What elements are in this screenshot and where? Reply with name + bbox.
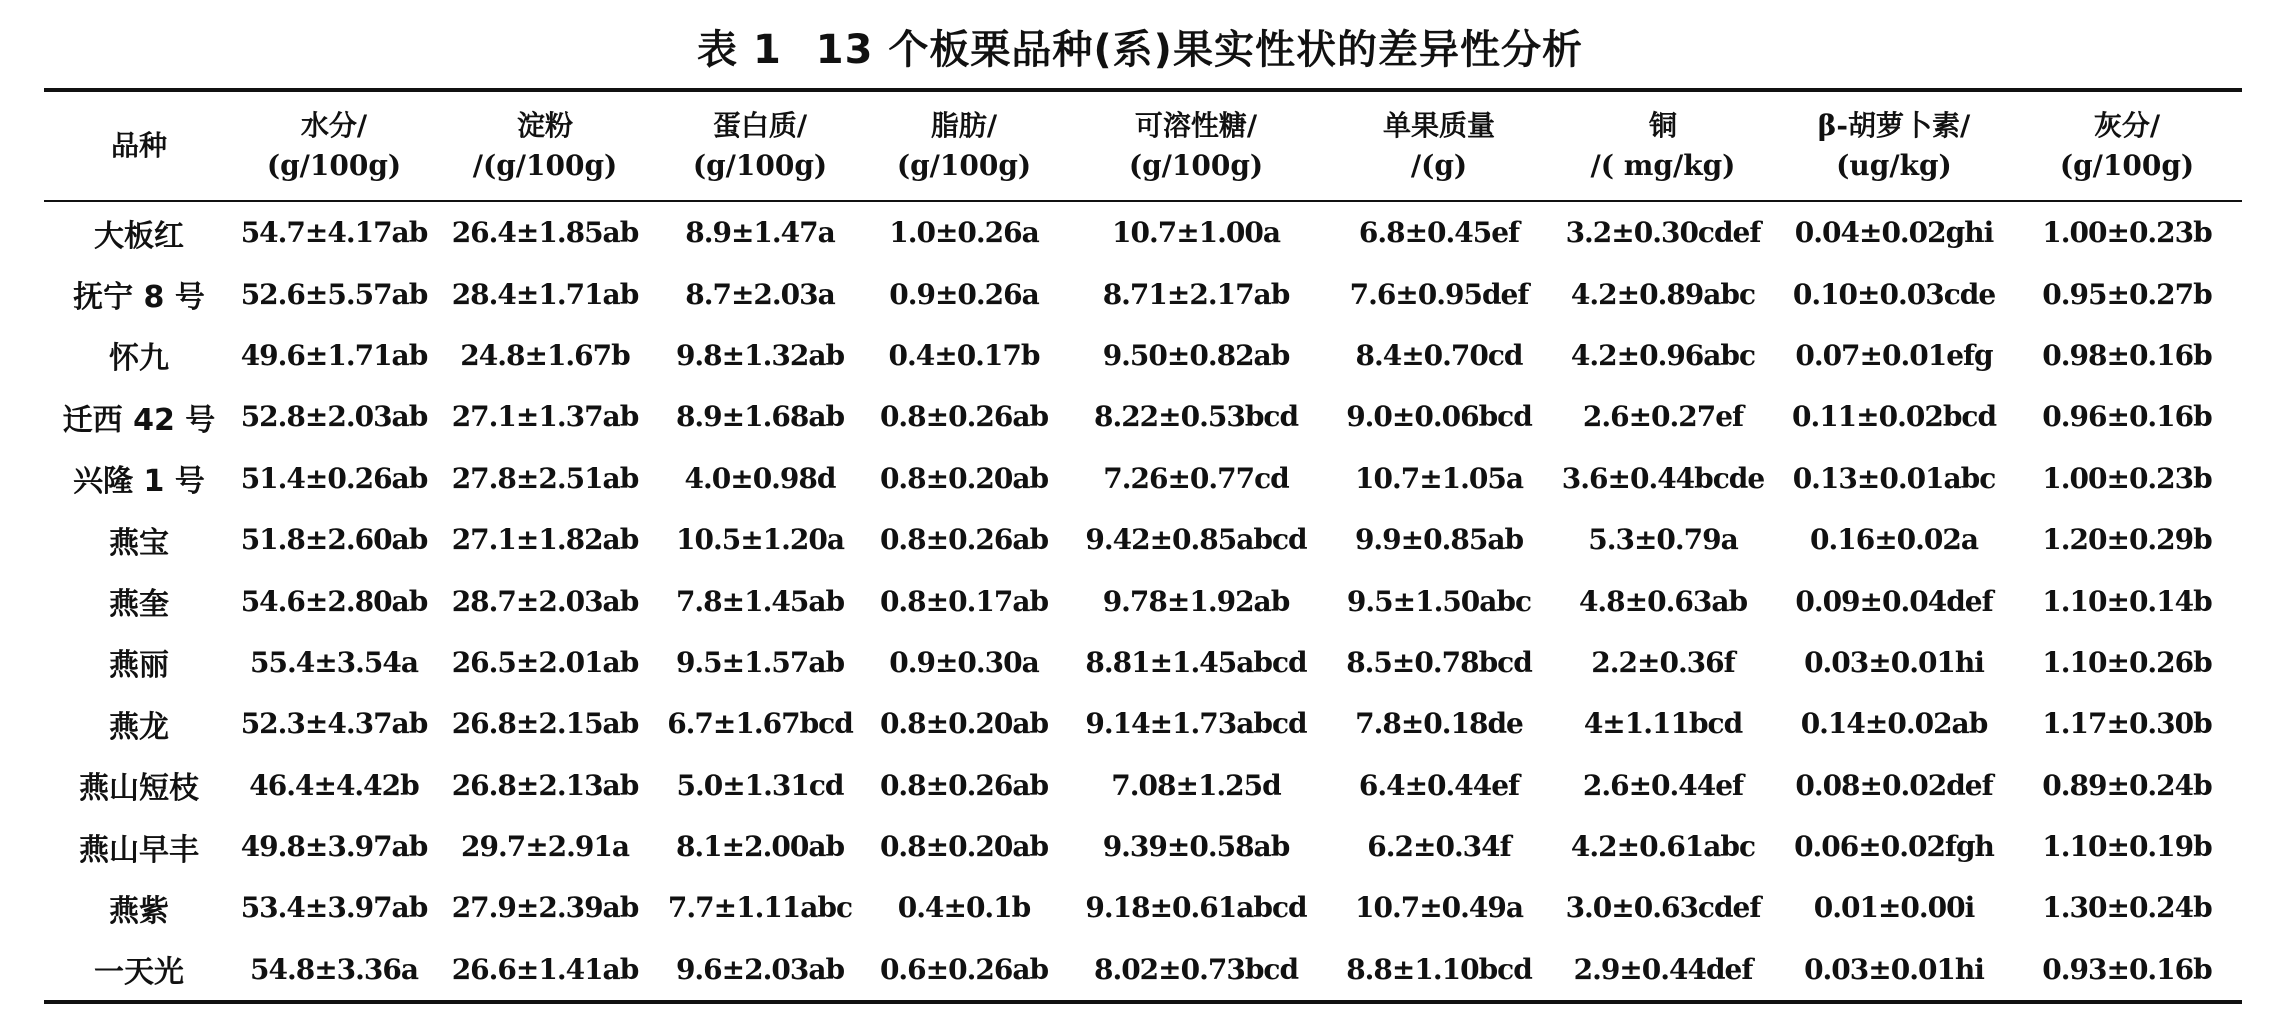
value-cell: 0.9±0.30a [889, 645, 1039, 679]
column-header [864, 90, 1064, 201]
table-row [44, 386, 2242, 447]
value-cell: 3.6±0.44bcde [1561, 461, 1765, 495]
column-header [2012, 90, 2242, 201]
column-header-unit: (g/100g) [1128, 149, 1264, 182]
value-cell: 8.9±1.47a [685, 216, 835, 250]
value-cell: 53.4±3.97ab [240, 891, 428, 925]
value-cell: 8.1±2.00ab [675, 830, 845, 864]
column-header-line1: 铜 [1648, 109, 1677, 142]
value-cell: 2.6±0.27ef [1582, 400, 1744, 434]
value-cell: 8.81±1.45abcd [1085, 645, 1307, 679]
value-cell: 27.1±1.37ab [451, 400, 639, 434]
column-header-unit: /(g) [1410, 149, 1468, 182]
variety-cell: 燕山早丰 [79, 832, 199, 868]
value-cell: 9.42±0.85abcd [1085, 523, 1307, 557]
column-header [434, 90, 656, 201]
value-cell: 0.13±0.01abc [1792, 461, 1996, 495]
value-cell: 4±1.11bcd [1583, 707, 1743, 741]
table-row [44, 816, 2242, 877]
value-cell: 1.00±0.23b [2042, 461, 2212, 495]
value-cell: 8.4±0.70cd [1355, 338, 1523, 372]
column-header-line1: 可溶性糖/ [1134, 109, 1258, 142]
table-header [44, 90, 2242, 201]
value-cell: 8.02±0.73bcd [1064, 939, 1328, 1002]
value-cell: 0.10±0.03cde [1792, 277, 1996, 311]
value-cell: 52.6±5.57ab [240, 277, 428, 311]
value-cell: 9.14±1.73abcd [1085, 707, 1307, 741]
value-cell: 26.4±1.85ab [451, 216, 639, 250]
table-caption [0, 8, 2280, 92]
table-row [44, 570, 2242, 631]
value-cell: 2.6±0.44ef [1582, 768, 1744, 802]
column-header-variety [44, 90, 234, 201]
variety-cell: 抚宁 8 号 [73, 280, 205, 316]
value-cell: 0.8±0.20ab [879, 707, 1049, 741]
value-cell: 1.10±0.19b [2042, 830, 2212, 864]
table-row [44, 939, 2242, 1002]
column-header-unit: (g/100g) [2059, 149, 2195, 182]
value-cell: 7.7±1.11abc [667, 891, 853, 925]
value-cell: 3.2±0.30cdef [1565, 216, 1761, 250]
column-header-line1: 单果质量 [1382, 109, 1495, 142]
value-cell: 0.8±0.20ab [879, 830, 1049, 864]
value-cell: 46.4±4.42b [249, 768, 419, 802]
column-header-line1: 蛋白质/ [712, 109, 808, 142]
column-header-line1: 灰分/ [2093, 109, 2161, 142]
value-cell: 0.11±0.02bcd [1791, 400, 1997, 434]
value-cell: 8.22±0.53bcd [1093, 400, 1299, 434]
value-cell: 8.7±2.03a [685, 277, 835, 311]
value-cell: 0.01±0.00i [1813, 891, 1975, 925]
value-cell: 9.6±2.03ab [656, 939, 864, 1002]
value-cell: 6.8±0.45ef [1358, 216, 1520, 250]
value-cell: 0.9±0.26a [889, 277, 1039, 311]
value-cell: 7.8±0.18de [1355, 707, 1523, 741]
value-cell: 1.20±0.29b [2042, 523, 2212, 557]
column-header-line1: 品种 [110, 129, 167, 162]
value-cell: 0.16±0.02a [1810, 523, 1978, 557]
table-row [44, 632, 2242, 693]
column-header-line1: 淀粉 [516, 109, 573, 142]
data-table [44, 88, 2242, 1004]
value-cell: 27.9±2.39ab [451, 891, 639, 925]
value-cell: 0.4±0.1b [897, 891, 1031, 925]
column-header-unit: (g/100g) [692, 149, 828, 182]
value-cell: 5.0±1.31cd [676, 768, 844, 802]
value-cell: 52.8±2.03ab [240, 400, 428, 434]
column-header [656, 90, 864, 201]
value-cell: 28.7±2.03ab [451, 584, 639, 618]
table-row [44, 325, 2242, 386]
value-cell: 6.4±0.44ef [1358, 768, 1520, 802]
table-row [44, 263, 2242, 324]
value-cell: 0.14±0.02ab [1800, 707, 1988, 741]
value-cell: 1.0±0.26a [889, 216, 1039, 250]
value-cell: 9.5±1.57ab [675, 645, 845, 679]
value-cell: 54.7±4.17ab [240, 216, 428, 250]
value-cell: 9.8±1.32ab [675, 338, 845, 372]
value-cell: 9.5±1.50abc [1346, 584, 1532, 618]
value-cell: 0.8±0.26ab [879, 400, 1049, 434]
value-cell: 0.03±0.01hi [1804, 645, 1984, 679]
value-cell: 0.96±0.16b [2042, 400, 2212, 434]
value-cell: 49.8±3.97ab [240, 830, 428, 864]
value-cell: 10.5±1.20a [676, 523, 844, 557]
column-header-unit: (g/100g) [266, 149, 402, 182]
value-cell: 0.07±0.01efg [1795, 338, 1993, 372]
value-cell: 1.30±0.24b [2042, 891, 2212, 925]
variety-cell: 燕山短枝 [79, 771, 199, 807]
value-cell: 9.78±1.92ab [1102, 584, 1290, 618]
table-row [44, 201, 2242, 263]
value-cell: 8.71±2.17ab [1102, 277, 1290, 311]
value-cell: 9.39±0.58ab [1102, 830, 1290, 864]
value-cell: 6.7±1.67bcd [667, 707, 853, 741]
value-cell: 0.03±0.01hi [1776, 939, 2012, 1002]
value-cell: 4.2±0.96abc [1570, 338, 1756, 372]
column-header [1064, 90, 1328, 201]
value-cell: 10.7±0.49a [1355, 891, 1523, 925]
value-cell: 0.6±0.26ab [864, 939, 1064, 1002]
value-cell: 6.2±0.34f [1367, 830, 1511, 864]
variety-cell: 燕紫 [109, 893, 169, 929]
value-cell: 51.8±2.60ab [240, 523, 428, 557]
value-cell: 10.7±1.05a [1355, 461, 1523, 495]
table-body [44, 201, 2242, 1002]
value-cell: 29.7±2.91a [461, 830, 629, 864]
value-cell: 4.2±0.61abc [1570, 830, 1756, 864]
value-cell: 28.4±1.71ab [451, 277, 639, 311]
value-cell: 7.8±1.45ab [675, 584, 845, 618]
value-cell: 0.8±0.17ab [879, 584, 1049, 618]
value-cell: 9.9±0.85ab [1354, 523, 1524, 557]
value-cell: 10.7±1.00a [1112, 216, 1280, 250]
value-cell: 55.4±3.54a [250, 645, 418, 679]
value-cell: 0.04±0.02ghi [1794, 216, 1994, 250]
value-cell: 0.8±0.26ab [879, 523, 1049, 557]
value-cell: 52.3±4.37ab [240, 707, 428, 741]
column-header-unit: (g/100g) [896, 149, 1032, 182]
variety-cell: 大板红 [94, 218, 184, 254]
value-cell: 0.89±0.24b [2042, 768, 2212, 802]
table-row [44, 755, 2242, 816]
header-row [44, 90, 2242, 201]
value-cell: 0.8±0.26ab [879, 768, 1049, 802]
table-number: 表 1 [697, 27, 782, 73]
column-header [234, 90, 434, 201]
value-cell: 1.10±0.26b [2042, 645, 2212, 679]
value-cell: 8.9±1.68ab [675, 400, 845, 434]
value-cell: 7.6±0.95def [1349, 277, 1529, 311]
table-row [44, 448, 2242, 509]
variety-cell: 兴隆 1 号 [73, 464, 205, 500]
value-cell: 7.08±1.25d [1111, 768, 1281, 802]
value-cell: 26.5±2.01ab [451, 645, 639, 679]
value-cell: 0.08±0.02def [1795, 768, 1993, 802]
value-cell: 2.9±0.44def [1550, 939, 1776, 1002]
value-cell: 8.8±1.10bcd [1328, 939, 1550, 1002]
variety-cell: 燕奎 [109, 587, 169, 623]
column-header-line1: 水分/ [300, 109, 368, 142]
column-header-line1: 脂肪/ [930, 109, 998, 142]
value-cell: 4.8±0.63ab [1578, 584, 1748, 618]
variety-cell: 一天光 [44, 939, 234, 1002]
value-cell: 0.95±0.27b [2042, 277, 2212, 311]
value-cell: 1.17±0.30b [2042, 707, 2212, 741]
value-cell: 27.8±2.51ab [451, 461, 639, 495]
variety-cell: 燕丽 [109, 648, 169, 684]
value-cell: 0.93±0.16b [2012, 939, 2242, 1002]
variety-cell: 迁西 42 号 [62, 402, 216, 438]
value-cell: 26.8±2.15ab [451, 707, 639, 741]
value-cell: 7.26±0.77cd [1103, 461, 1289, 495]
column-header-unit: /(g/100g) [472, 149, 618, 182]
column-header [1550, 90, 1776, 201]
value-cell: 0.09±0.04def [1795, 584, 1993, 618]
table-title: 13 个板栗品种(系)果实性状的差异性分析 [815, 27, 1583, 73]
value-cell: 0.8±0.20ab [879, 461, 1049, 495]
value-cell: 8.5±0.78bcd [1346, 645, 1532, 679]
table-row [44, 693, 2242, 754]
column-header [1776, 90, 2012, 201]
variety-cell: 怀九 [109, 341, 169, 377]
value-cell: 4.0±0.98d [684, 461, 836, 495]
value-cell: 26.8±2.13ab [451, 768, 639, 802]
variety-cell: 燕宝 [109, 525, 169, 561]
value-cell: 51.4±0.26ab [240, 461, 428, 495]
value-cell: 0.06±0.02fgh [1794, 830, 1994, 864]
value-cell: 1.00±0.23b [2042, 216, 2212, 250]
value-cell: 9.50±0.82ab [1102, 338, 1290, 372]
variety-cell: 燕龙 [109, 709, 169, 745]
value-cell: 24.8±1.67b [460, 338, 630, 372]
value-cell: 9.0±0.06bcd [1346, 400, 1532, 434]
value-cell: 49.6±1.71ab [240, 338, 428, 372]
value-cell: 3.0±0.63cdef [1565, 891, 1761, 925]
value-cell: 26.6±1.41ab [434, 939, 656, 1002]
column-header [1328, 90, 1550, 201]
value-cell: 27.1±1.82ab [451, 523, 639, 557]
value-cell: 54.8±3.36a [234, 939, 434, 1002]
table-row [44, 877, 2242, 938]
column-header-unit: (ug/kg) [1836, 149, 1952, 182]
value-cell: 5.3±0.79a [1588, 523, 1738, 557]
value-cell: 4.2±0.89abc [1570, 277, 1756, 311]
value-cell: 2.2±0.36f [1591, 645, 1735, 679]
table-row [44, 509, 2242, 570]
column-header-line1: β-胡萝卜素/ [1817, 109, 1971, 142]
value-cell: 54.6±2.80ab [240, 584, 428, 618]
value-cell: 9.18±0.61abcd [1085, 891, 1307, 925]
column-header-unit: /( mg/kg) [1590, 149, 1736, 182]
value-cell: 1.10±0.14b [2042, 584, 2212, 618]
value-cell: 0.98±0.16b [2042, 338, 2212, 372]
value-cell: 0.4±0.17b [888, 338, 1040, 372]
